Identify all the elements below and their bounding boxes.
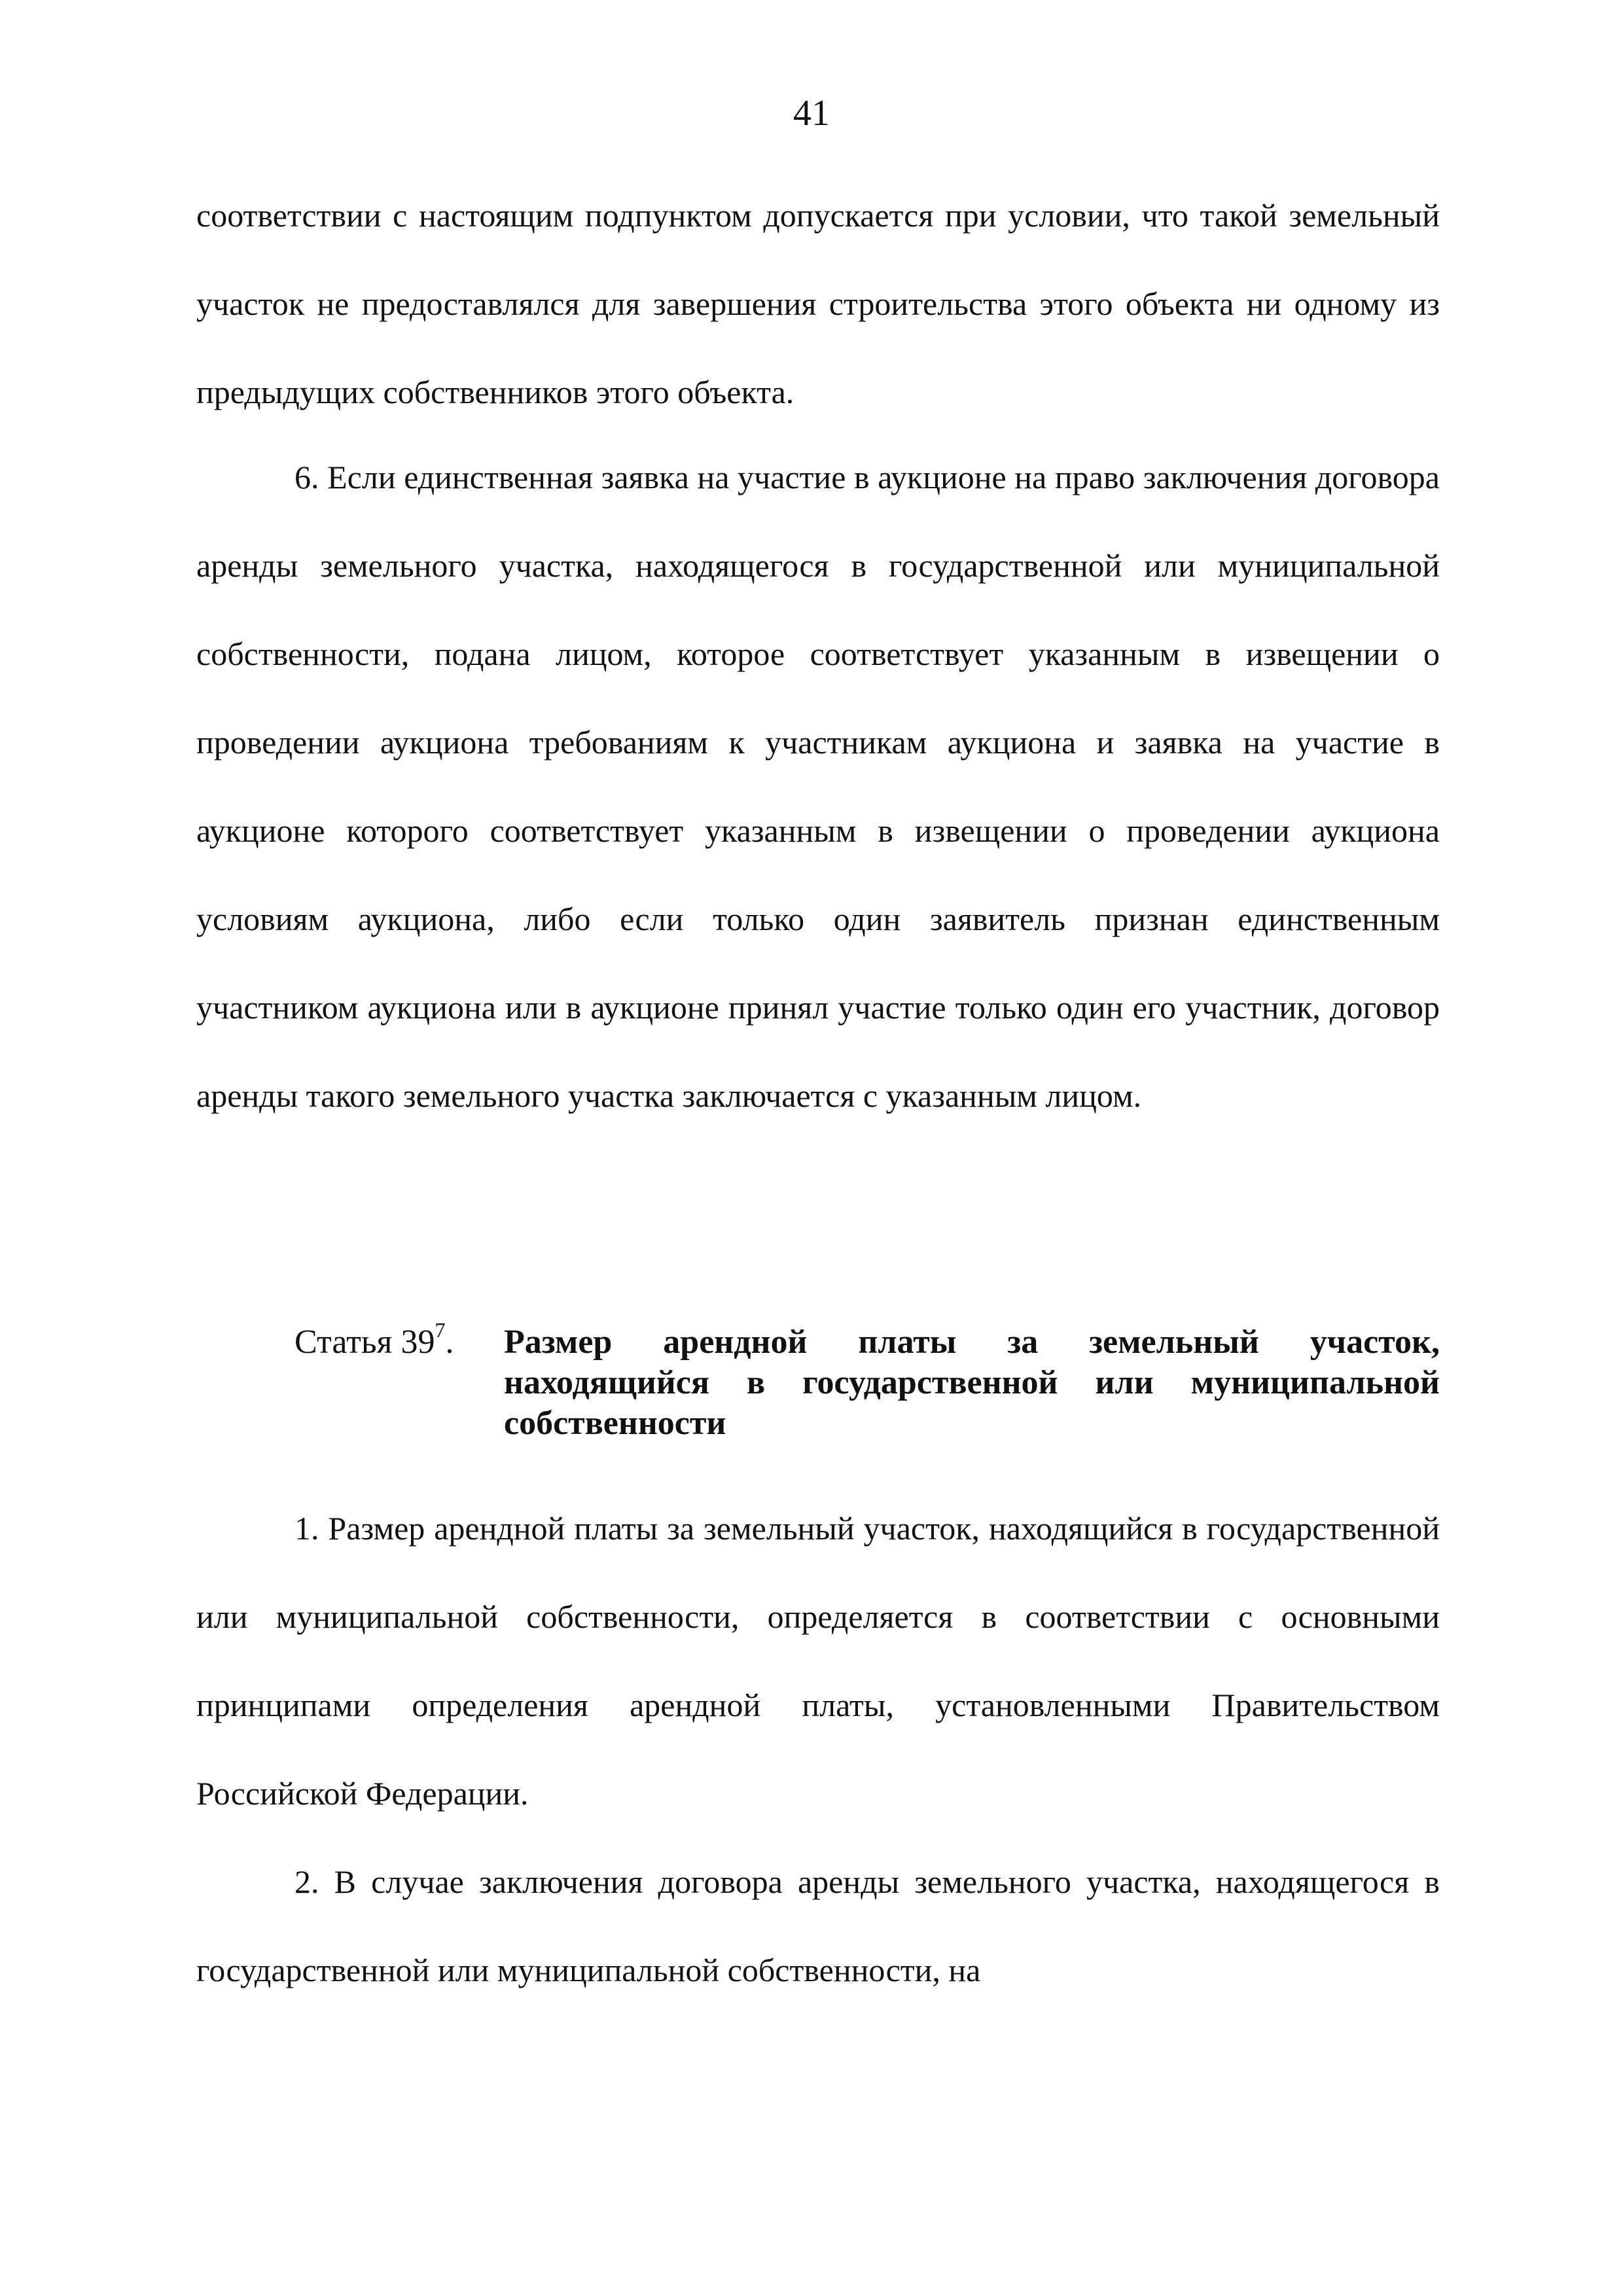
article-label-suffix: . — [445, 1323, 454, 1361]
continuation-paragraph: соответствии с настоящим подпунктом допускается при условии, что такой земельный участок не предоставлялся для завершения строительства этого объекта ни одному из предыдущих собственников этого объекта. — [196, 197, 1440, 410]
article-label-superscript: 7 — [435, 1318, 446, 1342]
paragraph-2: 2. В случае заключения договора аренды земельного участка, находящегося в государственной или муниципальной собственности, на — [196, 1863, 1440, 1988]
paragraph-1: 1. Размер арендной платы за земельный участок, находящийся в государственной или муниципальной собственности, определяется в соответствии с основными принципами определения арендной платы, установленными Правительством Российской Федерации. — [196, 1510, 1440, 1812]
article-title: Размер арендной платы за земельный участок, находящийся в государственной или муниципальной собственности — [504, 1323, 1440, 1442]
article-label — [196, 1318, 504, 1444]
paragraph-6: 6. Если единственная заявка на участие в аукционе на право заключения договора аренды земельного участка, находящегося в государственной или муниципальной собственности, подана лицом, которое соответствует указанным в извещении о проведении аукциона требованиям к участникам аукциона и заявка на участие в аукционе которого соответствует указанным в извещении о проведении аукциона условиям аукциона, либо если только один заявитель признан единственным участником аукциона или в аукционе принял участие только один его участник, договор аренды такого земельного участка заключается с указанным лицом. — [196, 459, 1440, 1114]
article-heading — [196, 1318, 1440, 1444]
page-number: 41 — [793, 93, 830, 134]
article-label-text: Статья 39 — [294, 1323, 435, 1361]
